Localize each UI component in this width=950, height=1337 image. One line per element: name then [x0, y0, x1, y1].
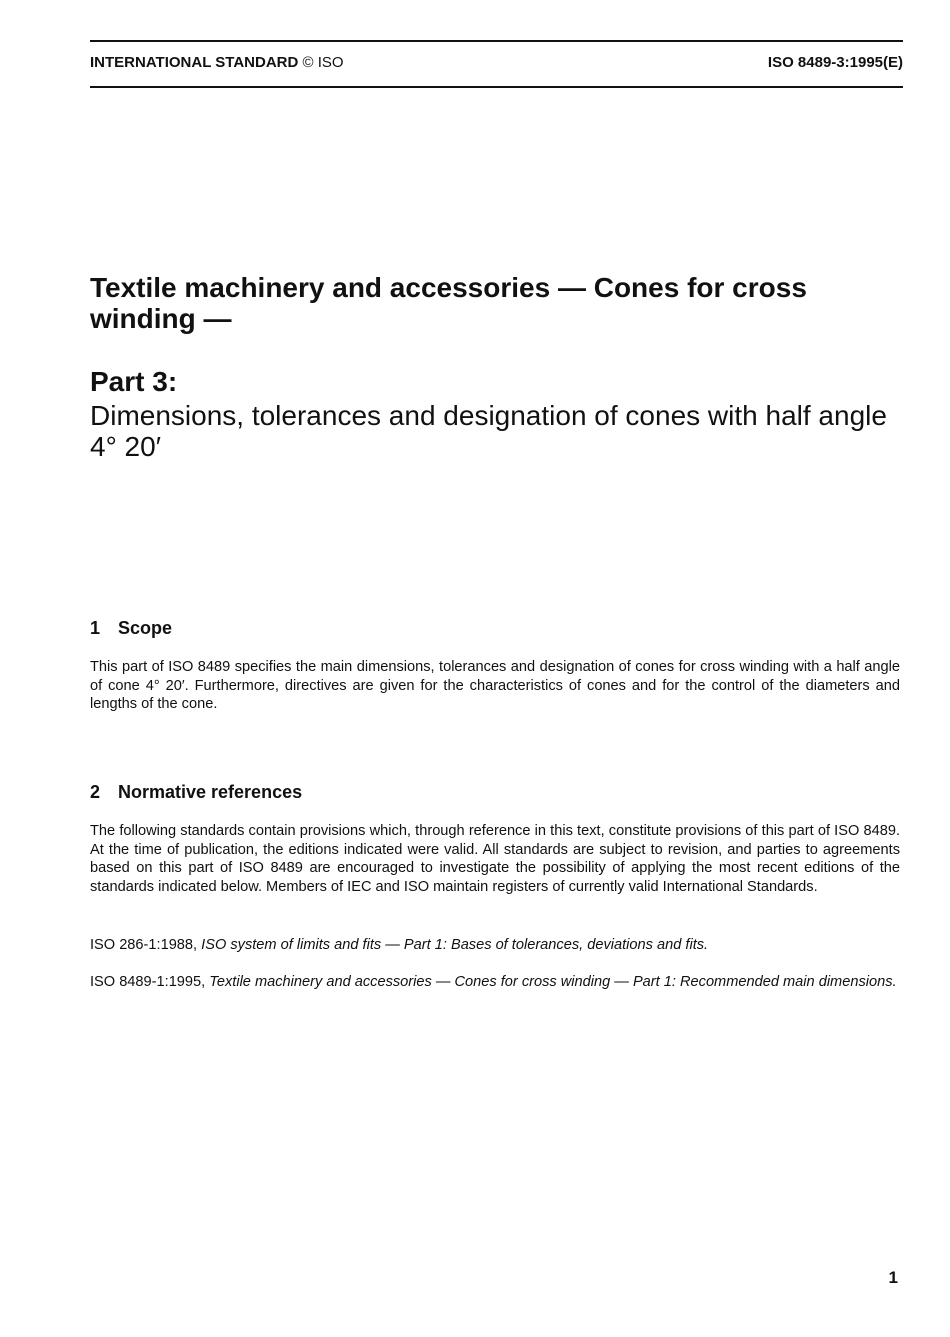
section-title: Normative references	[118, 782, 303, 802]
section-title: Scope	[118, 618, 173, 638]
normative-references-paragraph: The following standards contain provisions which, through reference in this text, constitute provisions of this part of ISO 8489. At the time of publication, the editions indicated were valid. All standards are subject to revision, and parties to agreements based on this part of ISO 8489 are encouraged to investigate the possibility of applying the most recent editions of the standards indicated below. Members of IEC and ISO maintain registers of currently valid International Standards.	[90, 823, 900, 895]
scope-paragraph: This part of ISO 8489 specifies the main dimensions, tolerances and designation of cones for cross winding with a half angle of cone 4° 20′. Furthermore, directives are given for the characteristics of cones and for the control of the diameters and lengths of the cone.	[90, 659, 900, 713]
part-label: Part 3:	[90, 366, 178, 397]
header-top-rule	[90, 40, 903, 42]
section-heading-normative-references	[90, 782, 302, 803]
reference-title: ISO system of limits and fits — Part 1: Bases of tolerances, deviations and fits.	[201, 937, 709, 953]
reference-code: ISO 8489-1:1995,	[90, 974, 206, 990]
header-document-number: ISO 8489-3:1995(E)	[767, 54, 903, 71]
section-number: 1	[90, 618, 101, 638]
page-number: 1	[888, 1268, 898, 1287]
reference-title: Textile machinery and accessories — Cones for cross winding — Part 1: Recommended main dimensions.	[209, 974, 897, 990]
header-standard-type: INTERNATIONAL STANDARD	[90, 54, 299, 71]
part-subtitle: Dimensions, tolerances and designation of cones with half angle 4° 20′	[90, 400, 887, 462]
section-number: 2	[90, 782, 101, 802]
section-heading-scope	[90, 618, 172, 639]
header-copyright: © ISO	[302, 54, 344, 71]
header-bottom-rule	[90, 86, 903, 88]
reference-item	[90, 936, 900, 955]
reference-code: ISO 286-1:1988,	[90, 937, 198, 953]
document-title: Textile machinery and accessories — Cones for cross winding —	[90, 272, 807, 334]
reference-item	[90, 973, 900, 992]
header-standard-label	[90, 54, 344, 71]
